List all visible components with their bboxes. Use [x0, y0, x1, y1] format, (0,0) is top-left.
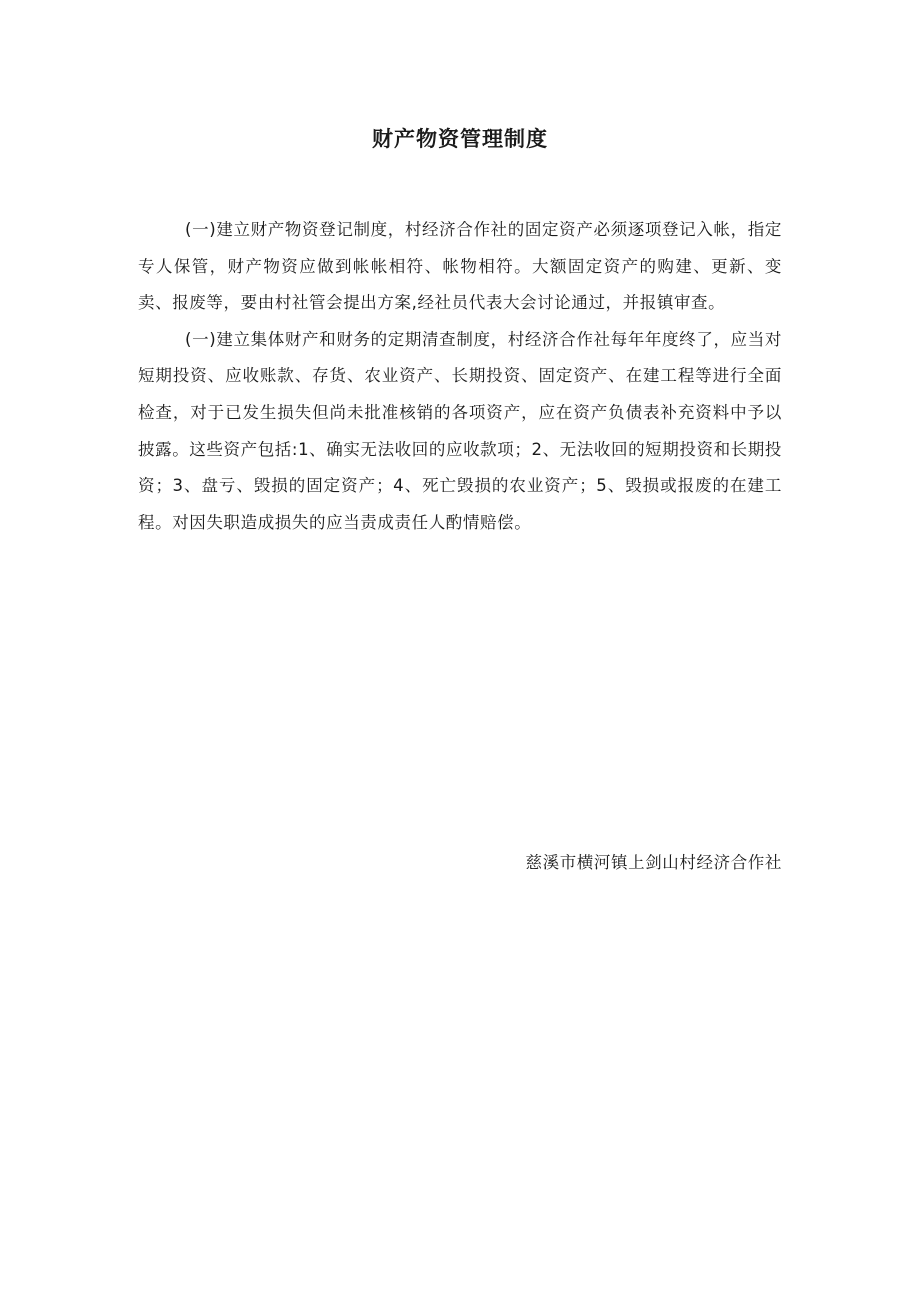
paragraph-property-registration: (一)建立财产物资登记制度，村经济合作社的固定资产必须逐项登记入帐，指定专人保管，财产物资应做到帐帐相符、帐物相符。大额固定资产的购建、更新、变卖、报废等，要由村社管会提出方案,经社员代表大会讨论通过，并报镇审查。 [138, 220, 782, 313]
document-title: 财产物资管理制度 [372, 127, 548, 151]
document-signature: 慈溪市横河镇上剑山村经济合作社 [525, 853, 782, 872]
paragraph-periodic-inventory: (一)建立集体财产和财务的定期清查制度，村经济合作社每年年度终了，应当对短期投资、应收账款、存货、农业资产、长期投资、固定资产、在建工程等进行全面检查，对于已发生损失但尚未批准核销的各项资产，应在资产负债表补充资料中予以披露。这些资产包括:1、确实无法收回的应收款项；2、无法收回的短期投资和长期投资；3、盘亏、毁损的固定资产；4、死亡毁损的农业资产；5、毁损或报废的在建工程。对因失职造成损失的应当责成责任人酌情赔偿。 [138, 329, 782, 532]
document-body [138, 212, 782, 541]
